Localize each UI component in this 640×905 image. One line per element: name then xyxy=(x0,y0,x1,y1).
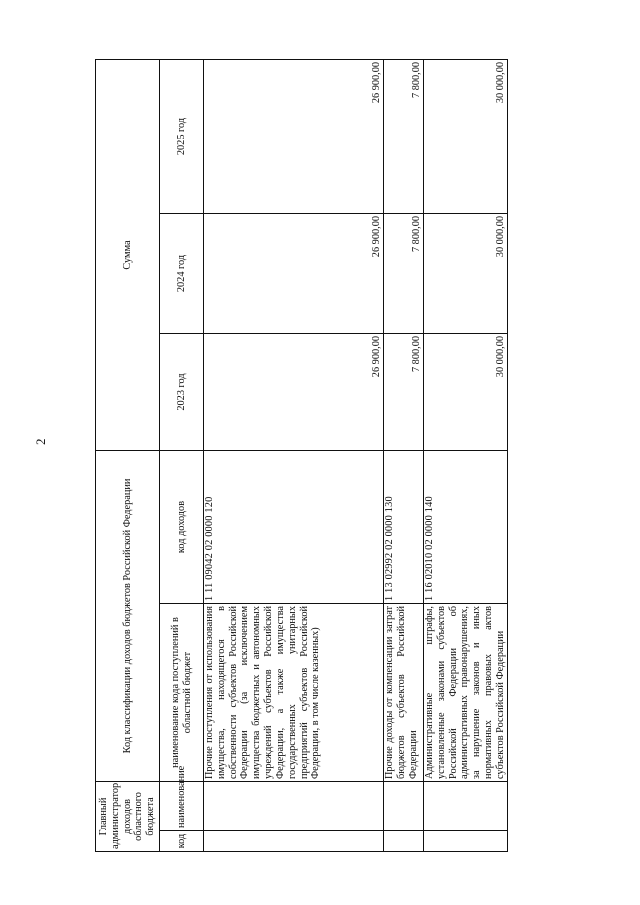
table-row xyxy=(204,59,384,851)
cell-income-code: 1 13 02992 02 0000 130 xyxy=(384,451,424,604)
header-year-2025: 2025 год xyxy=(160,59,204,213)
header-sum-group: Сумма xyxy=(96,59,160,450)
cell-admin-name xyxy=(204,782,384,831)
table-row xyxy=(424,59,508,851)
header-admin-group: Главный администратор доходов областного бюджета xyxy=(96,782,160,852)
header-year-2023: 2023 год xyxy=(160,334,204,451)
cell-sum-2025: 26 900,00 xyxy=(204,59,384,213)
page-number: 2 xyxy=(33,438,48,445)
cell-sum-2024: 30 000,00 xyxy=(424,214,508,334)
cell-sum-2024: 26 900,00 xyxy=(204,214,384,334)
header-year-2024: 2024 год xyxy=(160,214,204,334)
cell-admin-name xyxy=(384,782,424,831)
cell-sum-2025: 7 800,00 xyxy=(384,59,424,213)
table-row xyxy=(384,59,424,851)
header-admin-name: наименование xyxy=(160,782,204,831)
cell-income-code: 1 16 02010 02 0000 140 xyxy=(424,451,508,604)
header-income-name: наименование кода поступлений в областной бюджет xyxy=(160,604,204,782)
cell-sum-2023: 30 000,00 xyxy=(424,334,508,451)
header-classification-group: Код классификации доходов бюджетов Российской Федерации xyxy=(96,451,160,782)
cell-sum-2024: 7 800,00 xyxy=(384,214,424,334)
cell-income-name: Административные штрафы, установленные законами субъектов Российской Федерации об административных правонарушениях, за нарушение законов и иных нормативных правовых актов субъектов Российской Федерации xyxy=(424,604,508,782)
cell-admin-name xyxy=(424,782,508,831)
header-income-code: код доходов xyxy=(160,451,204,604)
cell-admin-code xyxy=(384,831,424,852)
cell-income-code: 1 11 09042 02 0000 120 xyxy=(204,451,384,604)
income-table xyxy=(95,59,508,852)
cell-admin-code xyxy=(424,831,508,852)
header-admin-code: код xyxy=(160,831,204,852)
cell-income-name: Прочие поступления от использования имущества, находящегося в собственности субъектов Российской Федерации (за исключением имущества бюджетных и автономных учреждений субъектов Российской Федерации, а также имущества государственных унитарных предприятий субъектов Российской Федерации, в том числе казенных) xyxy=(204,604,384,782)
cell-admin-code xyxy=(204,831,384,852)
cell-sum-2023: 7 800,00 xyxy=(384,334,424,451)
cell-income-name: Прочие доходы от компенсации затрат бюджетов субъектов Российской Федерации xyxy=(384,604,424,782)
rotated-table-container xyxy=(95,60,506,852)
cell-sum-2023: 26 900,00 xyxy=(204,334,384,451)
cell-sum-2025: 30 000,00 xyxy=(424,59,508,213)
